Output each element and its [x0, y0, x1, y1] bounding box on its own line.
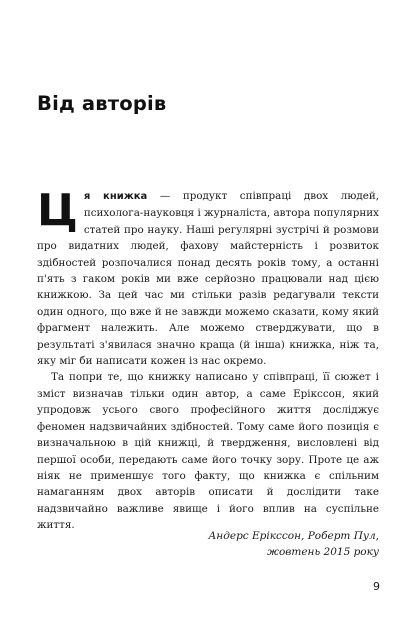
authors-signature [208, 528, 379, 560]
page-number: 9 [373, 580, 380, 593]
chapter-heading: Від авторів [37, 92, 167, 115]
paragraph-1-text: — продукт співпраці двох людей, психолога-науковця і журналіста, автора популярних статей про науку. Наші регулярні зустрічі й розмови про видатних людей, фахову майстерність і розвиток здібностей розпочалися понад десять років тому, а останні п'ять з гаком років ми вже серйозно працювали над цією книжкою. За цей час ми стільки разів редагували тексти один одного, що вже й не завжди можемо сказати, кому який фрагмент належить. Але можемо стверджувати, що в результаті з'явилася значно краща (й інша) книжка, ніж та, яку міг би написати кожен із нас окремо. [37, 190, 379, 368]
lead-words: я книжка [83, 191, 148, 202]
body-text [37, 185, 379, 534]
signature-authors: Андерс Ерікссон, Роберт Пул, [208, 530, 379, 542]
signature-date: жовтень 2015 року [267, 546, 379, 558]
paragraph-1 [37, 185, 379, 369]
drop-cap: Ц [37, 185, 78, 236]
paragraph-2: Та попри те, що книжку написано у співпраці, її сюжет і зміст визначав тільки один автор, а саме Ерікссон, який упродовж усього свого професійного життя досліджує феномен надзвичайних здібностей. Тому саме його позиція є визначальною в цій книжці, й твердження, висловлені від першої особи, передають саме його точку зору. Проте це аж ніяк не применшує того факту, що книжка є спільним намаганням двох авторів описати й дослідити таке надзвичайно важливе явище і його вплив на суспільне життя. [37, 371, 379, 532]
